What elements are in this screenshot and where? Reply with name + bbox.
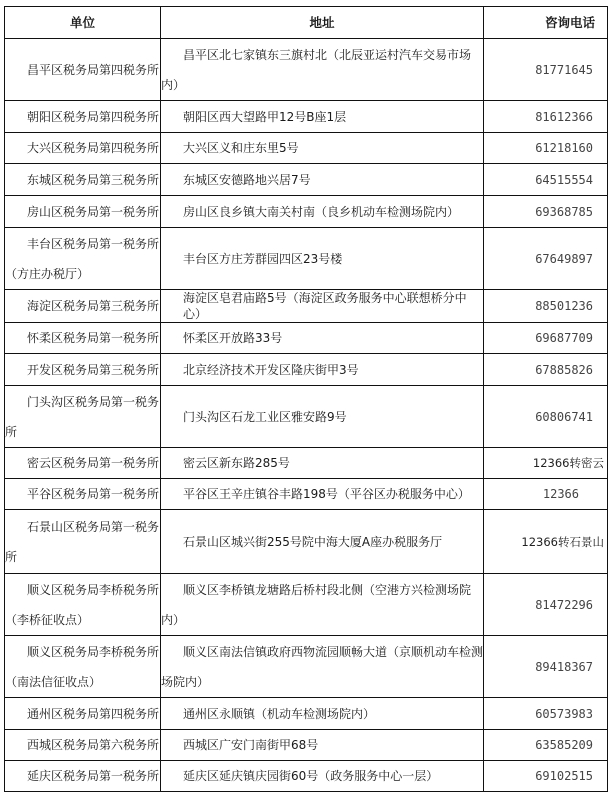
table-row [5,698,608,730]
table-row [5,323,608,354]
address-cell: 怀柔区开放路33号 [161,323,484,354]
unit-cell: 朝阳区税务局第四税务所 [5,101,161,133]
address-cell [161,636,484,698]
table-row [5,510,608,574]
table-row [5,761,608,792]
address-cell [161,574,484,636]
table-row [5,354,608,386]
unit-cell: 西城区税务局第六税务所 [5,730,161,761]
unit-cell: 通州区税务局第四税务所 [5,698,161,730]
unit-cell: 房山区税务局第一税务所 [5,196,161,228]
unit-line: （李桥征收点） [5,612,90,627]
address-line: 顺义区李桥镇龙塘路后桥村段北侧（空港方兴检测场院 [183,582,472,597]
phone-cell: 81771645 [484,39,608,101]
unit-line: （南法信征收点） [5,674,102,689]
phone-cell: 67649897 [484,228,608,290]
address-cell: 大兴区义和庄东里5号 [161,133,484,164]
address-cell: 石景山区城兴街255号院中海大厦A座办税服务厅 [161,510,484,574]
header-phone: 咨询电话 [484,7,608,39]
unit-line: 丰台区税务局第一税务所 [27,236,160,251]
phone-cell: 69102515 [484,761,608,792]
unit-cell [5,574,161,636]
phone-cell: 60573983 [484,698,608,730]
unit-cell: 东城区税务局第三税务所 [5,164,161,196]
phone-cell: 12366转石景山 [484,510,608,574]
unit-cell: 昌平区税务局第四税务所 [5,39,161,101]
phone-cell: 89418367 [484,636,608,698]
unit-cell: 平谷区税务局第一税务所 [5,479,161,510]
phone-cell: 60806741 [484,386,608,448]
unit-line: 顺义区税务局李桥税务所 [27,644,160,659]
address-line: 内） [161,612,186,627]
table-row [5,730,608,761]
address-cell: 延庆区延庆镇庆园街60号（政务服务中心一层） [161,761,484,792]
phone-cell: 88501236 [484,290,608,323]
table-row [5,290,608,323]
phone-cell: 81612366 [484,101,608,133]
phone-cell: 81472296 [484,574,608,636]
unit-cell [5,636,161,698]
table-row [5,479,608,510]
address-cell: 东城区安德路地兴居7号 [161,164,484,196]
phone-cell: 67885826 [484,354,608,386]
phone-cell: 61218160 [484,133,608,164]
address-cell [161,39,484,101]
phone-cell: 63585209 [484,730,608,761]
unit-cell [5,228,161,290]
unit-cell: 开发区税务局第三税务所 [5,354,161,386]
unit-line: 石景山区税务局第一税务 [27,519,160,534]
table-row [5,164,608,196]
phone-cell: 64515554 [484,164,608,196]
table-row [5,101,608,133]
table-row [5,196,608,228]
address-line: 顺义区南法信镇政府西物流园顺畅大道（京顺机动车检测 [183,644,484,659]
unit-cell: 怀柔区税务局第一税务所 [5,323,161,354]
phone-cell: 69368785 [484,196,608,228]
address-line: 内） [161,77,186,92]
address-cell: 北京经济技术开发区隆庆街甲3号 [161,354,484,386]
unit-cell: 延庆区税务局第一税务所 [5,761,161,792]
address-cell: 西城区广安门南街甲68号 [161,730,484,761]
table-header-row [5,7,608,39]
address-cell: 平谷区王辛庄镇谷丰路198号（平谷区办税服务中心） [161,479,484,510]
phone-cell: 12366 [484,479,608,510]
address-line: 场院内） [161,674,210,689]
address-cell: 密云区新东路285号 [161,448,484,479]
table-row [5,386,608,448]
address-cell: 丰台区方庄芳群园四区23号楼 [161,228,484,290]
header-address: 地址 [161,7,484,39]
address-cell: 通州区永顺镇（机动车检测场院内） [161,698,484,730]
table-row [5,636,608,698]
unit-line: 所 [5,549,18,564]
table-row [5,448,608,479]
phone-cell: 69687709 [484,323,608,354]
unit-cell [5,386,161,448]
unit-cell: 密云区税务局第一税务所 [5,448,161,479]
table-row [5,228,608,290]
phone-cell: 12366转密云 [484,448,608,479]
unit-line: （方庄办税厅） [5,266,90,281]
address-cell: 朝阳区西大望路甲12号B座1层 [161,101,484,133]
address-cell: 房山区良乡镇大南关村南（良乡机动车检测场院内） [161,196,484,228]
address-cell: 海淀区皂君庙路5号（海淀区政务服务中心联想桥分中心） [161,290,484,323]
unit-cell: 大兴区税务局第四税务所 [5,133,161,164]
table-row [5,574,608,636]
table-row [5,133,608,164]
header-unit: 单位 [5,7,161,39]
unit-line: 所 [5,424,18,439]
unit-line: 门头沟区税务局第一税务 [27,394,160,409]
unit-line: 顺义区税务局李桥税务所 [27,582,160,597]
unit-cell: 海淀区税务局第三税务所 [5,290,161,323]
tax-office-table [4,6,608,792]
unit-cell [5,510,161,574]
table-row [5,39,608,101]
address-cell: 门头沟区石龙工业区雅安路9号 [161,386,484,448]
address-line: 昌平区北七家镇东三旗村北（北辰亚运村汽车交易市场 [183,47,472,62]
